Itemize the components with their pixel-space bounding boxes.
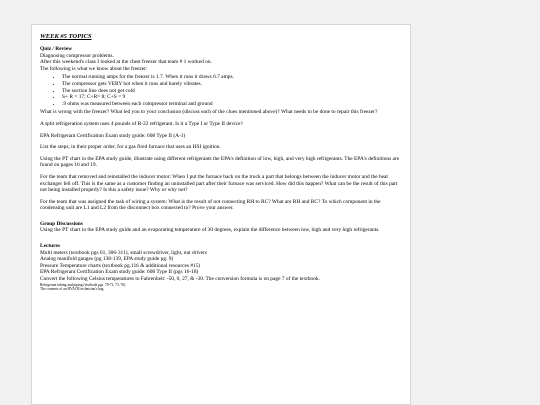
clue-item: • The compressor gets VERY hot when it runs and barely vibrates. — [62, 81, 402, 88]
group-text: Using the PT chart in the EPA study guide and an evaporating temperature of 30 degrees, explain the difference between low, high and very high refrigerants. — [40, 227, 380, 234]
quiz-paragraph: EPA Refrigerant Certification Exam study guide: 608 Type II (A-1) — [40, 132, 186, 139]
lectures-heading: Lectures — [40, 243, 60, 250]
document-page — [31, 24, 411, 405]
quiz-paragraph: A split refrigeration system uses 4 pounds of R-22 refrigerant. Is it a Type I or Type II device? — [40, 120, 243, 127]
lecture-line: Multi meters (textbook pgs 61, 306-311), small screwdriver, light, nut drivers — [40, 249, 207, 256]
quiz-heading: Quiz / Review — [40, 46, 73, 52]
lecture-line: Convert the following Celsius temperatures to Fahrenheit: -50, 0, 27, & -30. The conversion formula is on page 7 of the textbook. — [40, 276, 320, 283]
group-heading: Group Discussions — [40, 220, 83, 227]
clue-item: • The normal running amps for the freezer is 1.7. When it runs it draws 6.7 amps. — [62, 74, 402, 81]
lecture-small-line: Refrigerant tubing and piping (textbook pgs. 70-71, 73, 76) — [40, 282, 126, 287]
quiz-intro-line: After this weekend's class I looked at the chest freezer that team # 1 worked on. — [40, 59, 212, 66]
quiz-paragraph: Using the PT chart in the EPA study guide, illustrate using different refrigerants the EPA's definition of low, high, and very high refrigerants. The EPA's definitions are found on pages 16 and 19. — [40, 155, 400, 169]
quiz-paragraph: For the team that was assigned the task of wiring a system: What is the result of not connecting RH to RC? What are RH and RC? To which component in the condensing unit are L1 and L2 from the disconnect box connected to? Prove your answer. — [40, 198, 381, 212]
quiz-paragraph: List the steps, in their proper order, for a gas fired furnace that uses an HSI ignition. — [40, 144, 221, 151]
page-title: WEEK #5 TOPICS — [40, 33, 92, 40]
clue-list — [40, 74, 402, 107]
clue-item: • The suction line does not get cold — [62, 88, 402, 95]
quiz-paragraph: For the team that removed and reinstalled the inducer motor: When I put the furnace back on the truck a part that belongs between the inducer motor and the heat exchanger fell off. This is the same as a customer finding an uninstalled part after their furnace was serviced. How did this happen? What can be the result of this part not being installed properly? Is this a safety issue? Why or why not? — [40, 173, 398, 194]
clue-item: • .9 ohms was measured between each compressor terminal and ground — [62, 101, 402, 108]
quiz-intro-line: Diagnosing compressor problems. — [40, 52, 114, 59]
quiz-paragraph: What is wrong with the freezer? What led you to your conclusion (discuss each of the clues mentioned above)? What needs to be done to repair this freezer? — [40, 109, 378, 116]
lecture-line: Pressure Temperature charts (textbook pg.116 & additional resources #15) — [40, 262, 201, 269]
lecture-line: Analog manifold gauges (pg 138-139, EPA study guide pg. 9) — [40, 256, 174, 263]
lecture-line: EPA Refrigerant Certification Exam study guide: 608 Type II (pgs 16-18) — [40, 269, 199, 276]
quiz-intro-line: The following is what we know about the freezer: — [40, 65, 148, 72]
lecture-small-line: The contents of an HVACR technician's bag — [40, 287, 104, 292]
clue-item: • S+ R = 17; C+R= 8; C+S = 9 — [62, 94, 402, 101]
